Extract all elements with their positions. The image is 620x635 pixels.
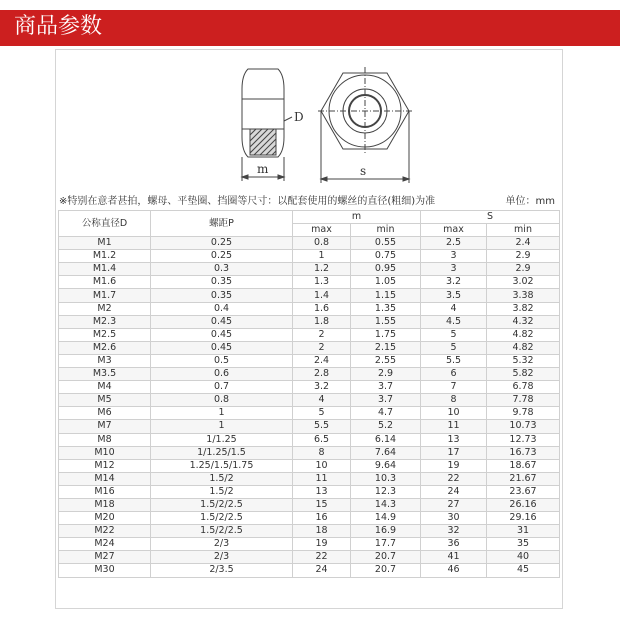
cell-diameter: M2 bbox=[59, 302, 151, 315]
cell-m-max: 15 bbox=[293, 498, 351, 511]
cell-m-min: 17.7 bbox=[351, 538, 421, 551]
cell-diameter: M24 bbox=[59, 538, 151, 551]
cell-pitch: 0.35 bbox=[151, 276, 293, 289]
spec-table-body bbox=[59, 237, 560, 577]
cell-m-max: 6.5 bbox=[293, 433, 351, 446]
cell-diameter: M12 bbox=[59, 459, 151, 472]
cell-pitch: 1.5/2 bbox=[151, 472, 293, 485]
cell-s-min: 21.67 bbox=[487, 472, 560, 485]
cell-m-max: 5.5 bbox=[293, 420, 351, 433]
cell-s-min: 18.67 bbox=[487, 459, 560, 472]
table-row bbox=[59, 354, 560, 367]
cell-diameter: M2.5 bbox=[59, 328, 151, 341]
header-pitch: 螺距P bbox=[151, 211, 293, 237]
cell-m-max: 2.4 bbox=[293, 354, 351, 367]
table-row bbox=[59, 525, 560, 538]
cell-s-max: 46 bbox=[421, 564, 487, 577]
note-line bbox=[59, 194, 559, 210]
cell-m-max: 22 bbox=[293, 551, 351, 564]
note-text: ※特别在意者甚拍，螺母、平垫圈、挡圈等尺寸：以配套使用的螺丝的直径(粗细)为准 bbox=[59, 196, 436, 207]
cell-s-min: 3.82 bbox=[487, 302, 560, 315]
header-s: S bbox=[421, 211, 560, 224]
nut-diagram bbox=[226, 55, 436, 190]
cell-m-min: 14.3 bbox=[351, 498, 421, 511]
cell-m-min: 10.3 bbox=[351, 472, 421, 485]
cell-pitch: 0.5 bbox=[151, 354, 293, 367]
cell-pitch: 0.35 bbox=[151, 289, 293, 302]
header-bar bbox=[0, 10, 620, 46]
cell-s-max: 2.5 bbox=[421, 237, 487, 250]
cell-m-min: 20.7 bbox=[351, 564, 421, 577]
cell-diameter: M5 bbox=[59, 394, 151, 407]
cell-s-max: 13 bbox=[421, 433, 487, 446]
table-row bbox=[59, 538, 560, 551]
cell-s-max: 27 bbox=[421, 498, 487, 511]
cell-diameter: M1.7 bbox=[59, 289, 151, 302]
cell-m-max: 18 bbox=[293, 525, 351, 538]
cell-diameter: M14 bbox=[59, 472, 151, 485]
cell-m-max: 16 bbox=[293, 512, 351, 525]
cell-diameter: M8 bbox=[59, 433, 151, 446]
table-row bbox=[59, 433, 560, 446]
cell-s-min: 2.9 bbox=[487, 250, 560, 263]
cell-diameter: M22 bbox=[59, 525, 151, 538]
cell-m-min: 1.55 bbox=[351, 315, 421, 328]
cell-s-max: 4 bbox=[421, 302, 487, 315]
table-row bbox=[59, 237, 560, 250]
table-row bbox=[59, 564, 560, 577]
cell-m-max: 19 bbox=[293, 538, 351, 551]
unit-label: 单位：mm bbox=[505, 196, 555, 207]
cell-m-min: 2.55 bbox=[351, 354, 421, 367]
cell-diameter: M3 bbox=[59, 354, 151, 367]
cell-diameter: M1.6 bbox=[59, 276, 151, 289]
cell-m-max: 2 bbox=[293, 341, 351, 354]
cell-s-min: 9.78 bbox=[487, 407, 560, 420]
spec-table bbox=[58, 210, 560, 578]
cell-s-min: 35 bbox=[487, 538, 560, 551]
cell-m-min: 3.7 bbox=[351, 394, 421, 407]
table-row bbox=[59, 368, 560, 381]
cell-m-min: 0.55 bbox=[351, 237, 421, 250]
cell-s-max: 3.5 bbox=[421, 289, 487, 302]
cell-s-min: 29.16 bbox=[487, 512, 560, 525]
cell-m-max: 13 bbox=[293, 485, 351, 498]
cell-s-min: 5.32 bbox=[487, 354, 560, 367]
table-row bbox=[59, 315, 560, 328]
cell-s-min: 5.82 bbox=[487, 368, 560, 381]
cell-m-min: 2.9 bbox=[351, 368, 421, 381]
cell-diameter: M1.2 bbox=[59, 250, 151, 263]
table-row bbox=[59, 498, 560, 511]
cell-m-max: 0.8 bbox=[293, 237, 351, 250]
cell-m-min: 2.15 bbox=[351, 341, 421, 354]
table-row bbox=[59, 263, 560, 276]
cell-s-max: 17 bbox=[421, 446, 487, 459]
cell-s-min: 40 bbox=[487, 551, 560, 564]
table-row bbox=[59, 341, 560, 354]
cell-m-min: 1.35 bbox=[351, 302, 421, 315]
cell-s-max: 22 bbox=[421, 472, 487, 485]
table-row bbox=[59, 381, 560, 394]
cell-s-max: 11 bbox=[421, 420, 487, 433]
cell-m-min: 1.75 bbox=[351, 328, 421, 341]
cell-diameter: M2.3 bbox=[59, 315, 151, 328]
label-m: m bbox=[257, 162, 269, 176]
cell-diameter: M2.6 bbox=[59, 341, 151, 354]
table-row bbox=[59, 328, 560, 341]
header-s-max: max bbox=[421, 224, 487, 237]
cell-pitch: 0.8 bbox=[151, 394, 293, 407]
cell-s-min: 23.67 bbox=[487, 485, 560, 498]
cell-s-min: 6.78 bbox=[487, 381, 560, 394]
cell-m-max: 24 bbox=[293, 564, 351, 577]
header-m-min: min bbox=[351, 224, 421, 237]
cell-pitch: 1/1.25 bbox=[151, 433, 293, 446]
cell-m-min: 12.3 bbox=[351, 485, 421, 498]
cell-diameter: M4 bbox=[59, 381, 151, 394]
cell-pitch: 0.45 bbox=[151, 328, 293, 341]
cell-s-min: 16.73 bbox=[487, 446, 560, 459]
header-m: m bbox=[293, 211, 421, 224]
header-diameter: 公称直径D bbox=[59, 211, 151, 237]
cell-s-max: 5.5 bbox=[421, 354, 487, 367]
cell-m-min: 9.64 bbox=[351, 459, 421, 472]
cell-pitch: 1/1.25/1.5 bbox=[151, 446, 293, 459]
cell-diameter: M1.4 bbox=[59, 263, 151, 276]
header-s-min: min bbox=[487, 224, 560, 237]
table-row bbox=[59, 276, 560, 289]
cell-m-max: 1.6 bbox=[293, 302, 351, 315]
cell-m-max: 4 bbox=[293, 394, 351, 407]
table-row bbox=[59, 407, 560, 420]
cell-pitch: 1.5/2/2.5 bbox=[151, 498, 293, 511]
cell-s-max: 3.2 bbox=[421, 276, 487, 289]
cell-s-max: 24 bbox=[421, 485, 487, 498]
cell-m-max: 1.4 bbox=[293, 289, 351, 302]
cell-m-min: 7.64 bbox=[351, 446, 421, 459]
cell-pitch: 2/3 bbox=[151, 538, 293, 551]
cell-s-max: 32 bbox=[421, 525, 487, 538]
cell-diameter: M3.5 bbox=[59, 368, 151, 381]
cell-m-min: 1.05 bbox=[351, 276, 421, 289]
cell-pitch: 1.5/2 bbox=[151, 485, 293, 498]
cell-pitch: 0.25 bbox=[151, 237, 293, 250]
cell-s-min: 4.82 bbox=[487, 328, 560, 341]
table-row bbox=[59, 485, 560, 498]
table-row bbox=[59, 459, 560, 472]
cell-pitch: 1.5/2/2.5 bbox=[151, 525, 293, 538]
cell-s-min: 4.82 bbox=[487, 341, 560, 354]
cell-pitch: 0.6 bbox=[151, 368, 293, 381]
cell-m-max: 5 bbox=[293, 407, 351, 420]
cell-m-min: 0.95 bbox=[351, 263, 421, 276]
cell-pitch: 1.5/2/2.5 bbox=[151, 512, 293, 525]
table-row bbox=[59, 250, 560, 263]
cell-m-min: 0.75 bbox=[351, 250, 421, 263]
cell-pitch: 0.45 bbox=[151, 341, 293, 354]
cell-m-max: 3.2 bbox=[293, 381, 351, 394]
cell-m-max: 1.8 bbox=[293, 315, 351, 328]
cell-s-max: 41 bbox=[421, 551, 487, 564]
cell-m-min: 4.7 bbox=[351, 407, 421, 420]
cell-s-max: 19 bbox=[421, 459, 487, 472]
cell-m-max: 1.2 bbox=[293, 263, 351, 276]
cell-pitch: 0.25 bbox=[151, 250, 293, 263]
cell-s-min: 26.16 bbox=[487, 498, 560, 511]
cell-s-max: 10 bbox=[421, 407, 487, 420]
cell-m-max: 10 bbox=[293, 459, 351, 472]
cell-diameter: M18 bbox=[59, 498, 151, 511]
cell-m-max: 1 bbox=[293, 250, 351, 263]
cell-m-min: 14.9 bbox=[351, 512, 421, 525]
table-row bbox=[59, 512, 560, 525]
table-row bbox=[59, 289, 560, 302]
cell-s-min: 3.38 bbox=[487, 289, 560, 302]
cell-m-max: 11 bbox=[293, 472, 351, 485]
cell-s-max: 5 bbox=[421, 328, 487, 341]
cell-m-min: 16.9 bbox=[351, 525, 421, 538]
cell-s-max: 7 bbox=[421, 381, 487, 394]
cell-s-min: 3.02 bbox=[487, 276, 560, 289]
cell-m-min: 1.15 bbox=[351, 289, 421, 302]
header-m-max: max bbox=[293, 224, 351, 237]
cell-s-max: 3 bbox=[421, 250, 487, 263]
table-row bbox=[59, 394, 560, 407]
cell-diameter: M10 bbox=[59, 446, 151, 459]
cell-diameter: M27 bbox=[59, 551, 151, 564]
cell-pitch: 2/3 bbox=[151, 551, 293, 564]
cell-m-max: 2.8 bbox=[293, 368, 351, 381]
label-d: D bbox=[294, 110, 304, 124]
cell-m-min: 20.7 bbox=[351, 551, 421, 564]
cell-pitch: 1 bbox=[151, 420, 293, 433]
cell-s-min: 2.4 bbox=[487, 237, 560, 250]
page-title: 商品参数 bbox=[14, 14, 103, 39]
cell-pitch: 1.25/1.5/1.75 bbox=[151, 459, 293, 472]
cell-s-max: 5 bbox=[421, 341, 487, 354]
label-s: s bbox=[360, 164, 367, 178]
table-row bbox=[59, 420, 560, 433]
cell-diameter: M6 bbox=[59, 407, 151, 420]
cell-s-max: 3 bbox=[421, 263, 487, 276]
cell-s-min: 7.78 bbox=[487, 394, 560, 407]
cell-s-min: 45 bbox=[487, 564, 560, 577]
cell-m-min: 3.7 bbox=[351, 381, 421, 394]
cell-pitch: 0.45 bbox=[151, 315, 293, 328]
cell-s-min: 10.73 bbox=[487, 420, 560, 433]
cell-pitch: 0.7 bbox=[151, 381, 293, 394]
cell-pitch: 0.4 bbox=[151, 302, 293, 315]
table-row bbox=[59, 446, 560, 459]
cell-diameter: M7 bbox=[59, 420, 151, 433]
cell-pitch: 0.3 bbox=[151, 263, 293, 276]
cell-pitch: 1 bbox=[151, 407, 293, 420]
cell-m-min: 5.2 bbox=[351, 420, 421, 433]
cell-s-max: 36 bbox=[421, 538, 487, 551]
table-row bbox=[59, 302, 560, 315]
cell-diameter: M16 bbox=[59, 485, 151, 498]
table-row bbox=[59, 472, 560, 485]
cell-s-max: 8 bbox=[421, 394, 487, 407]
cell-s-min: 2.9 bbox=[487, 263, 560, 276]
cell-s-max: 6 bbox=[421, 368, 487, 381]
cell-m-max: 8 bbox=[293, 446, 351, 459]
cell-diameter: M30 bbox=[59, 564, 151, 577]
cell-diameter: M1 bbox=[59, 237, 151, 250]
cell-s-max: 30 bbox=[421, 512, 487, 525]
cell-s-max: 4.5 bbox=[421, 315, 487, 328]
cell-s-min: 4.32 bbox=[487, 315, 560, 328]
table-row bbox=[59, 551, 560, 564]
cell-diameter: M20 bbox=[59, 512, 151, 525]
cell-m-max: 2 bbox=[293, 328, 351, 341]
cell-s-min: 12.73 bbox=[487, 433, 560, 446]
cell-m-min: 6.14 bbox=[351, 433, 421, 446]
cell-pitch: 2/3.5 bbox=[151, 564, 293, 577]
cell-m-max: 1.3 bbox=[293, 276, 351, 289]
cell-s-min: 31 bbox=[487, 525, 560, 538]
